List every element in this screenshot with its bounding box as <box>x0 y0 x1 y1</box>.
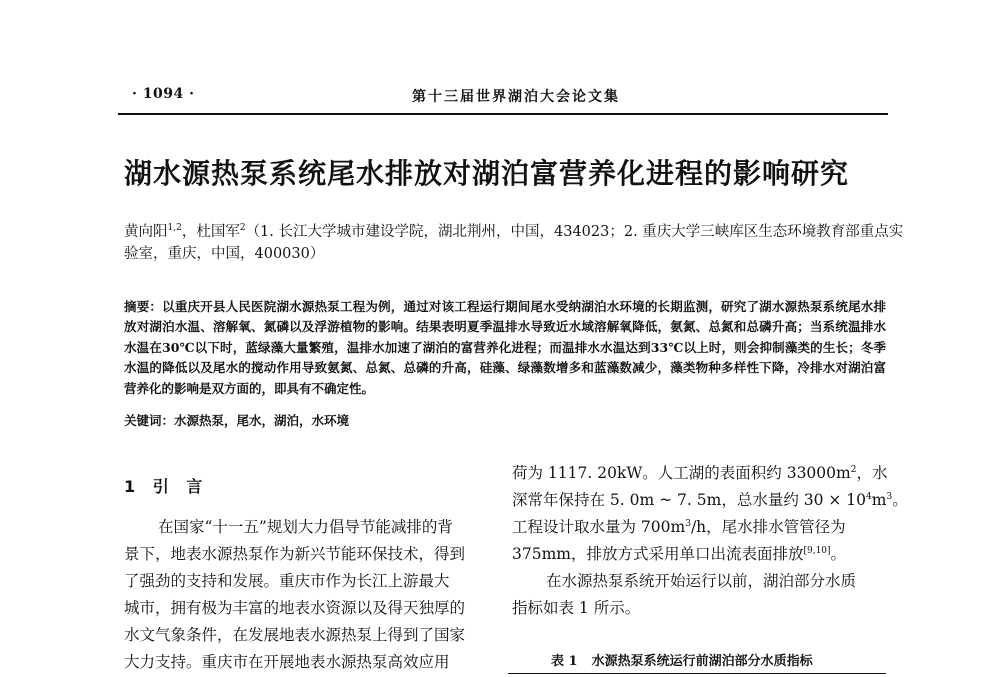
body-text-line: 大力支持。重庆市在开展地表水源热泵高效应用 <box>124 653 450 671</box>
author-separator: ， <box>181 224 197 240</box>
table-caption-text: 水源热泵系统运行前湖泊部分水质指标 <box>591 654 813 669</box>
citation: [9,10] <box>803 545 831 556</box>
section-heading: 1 引 言 <box>124 477 209 496</box>
body-text-line: 水文气象条件，在发展地表水源热泵上得到了国家 <box>124 626 466 644</box>
running-title: 第十三届世界湖泊大会论文集 <box>412 89 620 105</box>
body-text-line: 了强劲的支持和发展。重庆市作为长江上游最大 <box>124 572 450 590</box>
abstract: 摘要：以重庆开县人民医院湖水源热泵工程为例，通过对该工程运行期间尾水受纳湖泊水环境的长期监测，研究了湖水源热泵系统尾水排放对湖泊水温、溶解氧、氮磷以及浮游植物的影响。结果表明夏季温排水导致近水域溶解氧降低，氨氮、总氮和总磷升高；当系统温排水水温在30℃以下时，蓝绿藻大量繁殖，温排水加速了湖泊的富营养化进程；而温排水水温达到33℃以上时，则会抑制藻类的生长；冬季水温的降低以及尾水的搅动作用导致氨氮、总氮、总磷的升高，硅藻、绿藻数增多和蓝藻数减少，藻类物种多样性下降，冷排水对湖泊富营养化的影响是双方面的，即具有不确定性。 <box>124 299 886 396</box>
paper-title: 湖水源热泵系统尾水排放对湖泊富营养化进程的影响研究 <box>124 157 850 190</box>
body-text-line: 指标如表 1 所示。 <box>512 599 641 617</box>
body-text-line: 景下，地表水源热泵作为新兴节能环保技术，得到 <box>124 545 466 563</box>
affiliations-continued: 验室，重庆，中国，400030） <box>124 246 325 262</box>
table-top-rule <box>508 673 886 674</box>
body-text-line: 375mm，排放方式采用单口出流表面排放[9,10]。 <box>512 545 847 563</box>
body-text-line: 城市，拥有极为丰富的地表水资源以及得天独厚的 <box>124 599 466 617</box>
table-caption <box>551 650 813 669</box>
author-name: 杜国军 <box>196 224 240 240</box>
author-name: 黄向阳 <box>124 224 168 240</box>
author-affil-mark: 2 <box>239 223 246 234</box>
authors-line <box>124 222 904 242</box>
table-label: 表 1 <box>551 654 578 669</box>
keywords: 关键词：水源热泵，尾水，湖泊，水环境 <box>124 413 350 428</box>
affiliations: （1. 长江大学城市建设学院，湖北荆州，中国，434023；2. 重庆大学三峡库区生态环境教育部重点实 <box>245 224 904 240</box>
page-number: · 1094 · <box>132 86 195 102</box>
body-text-line: 深常年保持在 5. 0m ~ 7. 5m，总水量约 $30 \times 10^4m^3$。 <box>512 491 908 509</box>
body-text-line: 在水源热泵系统开始运行以前，湖泊部分水质 <box>546 572 857 590</box>
body-text-line: 荷为 1117. 20kW。人工湖的表面积约 $33000m^2$，水 <box>512 464 888 482</box>
body-text-line: 工程设计取水量为 $700m^3/h$，尾水排水管管径为 <box>512 518 846 536</box>
author-affil-mark: 1,2 <box>167 223 182 234</box>
body-text-line: 在国家“十一五”规划大力倡导节能减排的背 <box>158 518 453 536</box>
header-rule <box>118 113 888 115</box>
